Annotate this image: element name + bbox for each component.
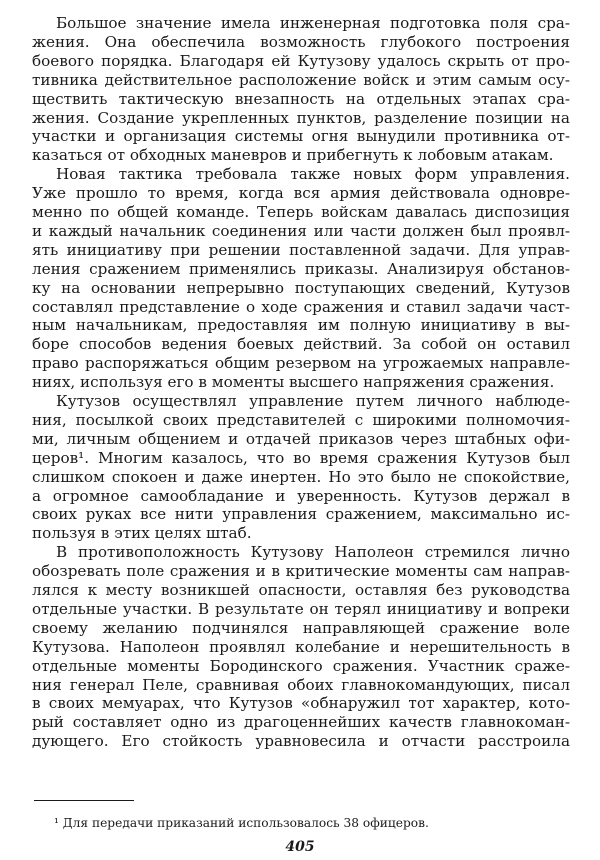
text-line: ления сражением применялись приказы. Анализируя обстанов- — [32, 259, 570, 278]
text-line: в своих мемуарах, что Кутузов «обнаружил тот характер, кото- — [32, 694, 570, 713]
text-line: Уже прошло то время, когда вся армия действовала одновре- — [32, 184, 570, 203]
text-line: боре способов ведения боевых действий. За собой он оставил — [32, 335, 570, 354]
text-line: церов¹. Многим казалось, что во время сражения Кутузов был — [32, 448, 570, 467]
text-line: менно по общей команде. Теперь войскам давалась диспозиция — [32, 203, 570, 221]
footnote-divider — [34, 800, 134, 801]
text-line: боевого порядка. Благодаря ей Кутузову удалось скрыть от про- — [32, 51, 570, 70]
text-line: составлял представление о ходе сражения и ставил задачи част- — [32, 297, 570, 316]
text-line: Большое значение имела инженерная подготовка поля сра- — [56, 14, 570, 32]
text-line: Кутузова. Наполеон проявлял колебание и нерешительность в — [32, 637, 570, 656]
text-line: ным начальникам, предоставляя им полную инициативу в вы- — [32, 316, 570, 335]
footnote: ¹ Для передачи приказаний использовалось 38 офицеров. — [54, 816, 429, 830]
text-line: рый составляет одно из драгоценнейших качеств главнокоман- — [32, 713, 570, 732]
text-line: ниях, используя его в моменты высшего напряжения сражения. — [32, 373, 555, 392]
text-line: своему желанию подчинялся направляющей сражение воле — [32, 618, 570, 637]
text-line: пользуя в этих целях штаб. — [32, 524, 252, 543]
text-line: слишком спокоен и даже инертен. Но это было не спокойствие, — [32, 467, 570, 486]
text-line: жения. Она обеспечила возможность глубокого построения — [32, 32, 570, 51]
text-line: ния, посылкой своих представителей с широкими полномочия- — [32, 410, 570, 429]
text-line: отдельные моменты Бородинского сражения. Участник сраже- — [32, 656, 570, 675]
text-line: обозревать поле сражения и в критические моменты сам направ- — [32, 562, 570, 581]
text-line: ку на основании непрерывно поступающих сведений, Кутузов — [32, 278, 570, 297]
text-line: отдельные участки. В результате он терял инициативу и вопреки — [32, 599, 570, 618]
text-line: ять инициативу при решении поставленной задачи. Для управ- — [32, 240, 570, 259]
text-line: участки и организация системы огня вынудили противника от- — [32, 127, 570, 146]
text-line: право распоряжаться общим резервом на угрожаемых направле- — [32, 354, 570, 373]
text-line: своих руках все нити управления сражением, максимально ис- — [32, 505, 570, 524]
text-line: ми, личным общением и отдачей приказов через штабных офи- — [32, 429, 570, 448]
text-line: Новая тактика требовала также новых форм управления. — [56, 165, 570, 184]
text-line: дующего. Его стойкость уравновесила и отчасти расстроила — [32, 732, 570, 751]
page-number: 405 — [285, 839, 315, 855]
text-line: ществить тактическую внезапность на отдельных этапах сра- — [32, 89, 570, 108]
text-line: В противоположность Кутузову Наполеон стремился лично — [56, 543, 570, 562]
text-line: Кутузов осуществлял управление путем личного наблюде- — [56, 392, 570, 410]
text-line: ния генерал Пеле, сравнивая обоих главнокомандующих, писал — [32, 675, 570, 694]
text-line: жения. Создание укрепленных пунктов, разделение позиции на — [32, 108, 570, 127]
text-line: тивника действительное расположение войск и этим самым осу- — [32, 70, 570, 89]
text-line: и каждый начальник соединения или части должен был проявл- — [32, 221, 570, 240]
text-line: лялся к месту возникшей опасности, оставляя без руководства — [32, 581, 570, 599]
text-line: казаться от обходных маневров и прибегнуть к лобовым атакам. — [32, 146, 554, 165]
text-line: а огромное самообладание и уверенность. Кутузов держал в — [32, 486, 570, 505]
